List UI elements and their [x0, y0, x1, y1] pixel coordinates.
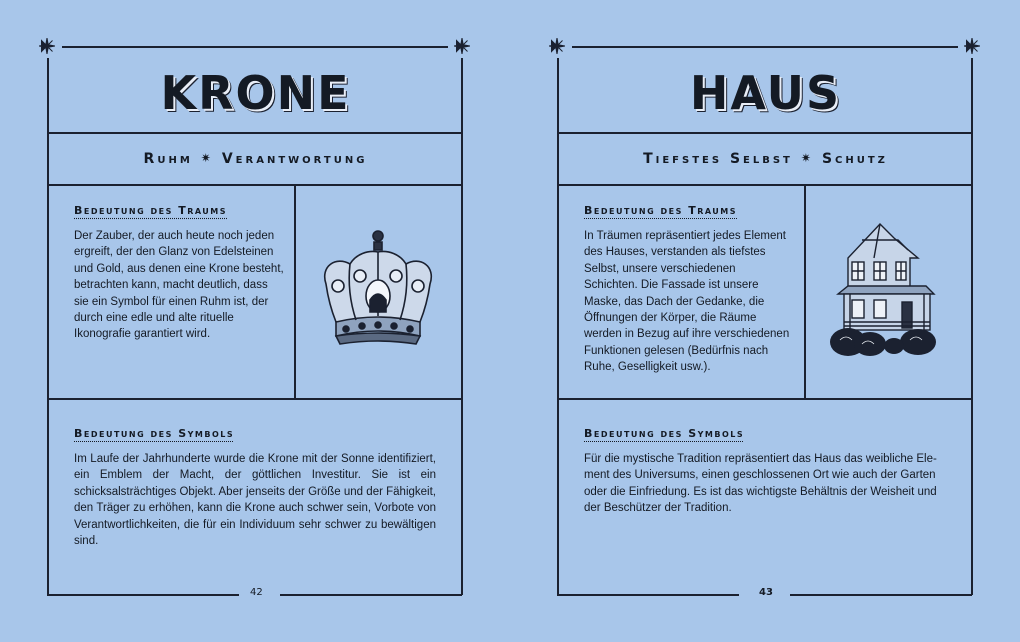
page-number: 43 — [759, 587, 773, 598]
star-icon — [454, 38, 470, 54]
subtitle-keyword: Tiefstes Selbst — [643, 151, 793, 167]
divider — [557, 132, 972, 134]
divider — [47, 132, 462, 134]
dream-text: Der Zauber, der auch heute noch jeden ergreift, der den Glanz von Edelsteinen und Gold, aus denen eine Krone besteht, betrachten kann, macht deutlich, dass sie ein Symbol für einen Ruhm ist, der durch eine edle und alte rituelle Ikonografie garantiert wird. — [74, 230, 284, 341]
divider — [47, 398, 462, 400]
crown-illustration — [316, 226, 440, 350]
house-illustration — [822, 218, 952, 366]
dream-text: In Träumen repräsentiert jedes Element des Hauses, verstanden als tiefstes Selbst, unsere verschiedenen Schichten. Die Fassade ist unsere Maske, das Dach der Gedanke, die Öffnungen der Körper, die Räume werden in Bezug auf ihre verschiedenen Funktionen gelesen (Bedürfnis nach Ruhe, Geselligkeit usw.). — [584, 230, 790, 374]
subtitle — [558, 140, 973, 176]
sparkle-icon: ✷ — [200, 151, 214, 165]
bottom-rule-right — [280, 594, 462, 596]
subtitle — [48, 140, 463, 176]
top-rule — [62, 46, 448, 48]
symbol-heading: Bedeutung des Symbols — [74, 427, 235, 440]
bottom-rule-right — [790, 594, 972, 596]
right-page — [548, 0, 1018, 642]
star-icon — [39, 38, 55, 54]
star-icon — [549, 38, 565, 54]
left-page — [38, 0, 508, 642]
divider — [557, 398, 972, 400]
frame-left — [47, 58, 49, 595]
symbol-text: Im Laufe der Jahrhunderte wurde die Krone mit der Sonne identifiziert, ein Emblem der Macht, der göttlichen Investitur. Sie ist ein schicksalsträchtiges Objekt. Aber jenseits der Größe und der Fähigkeit, den Träger zu erhöhen, kann die Krone auch schwer sein, Vorbote von Verantwortlichkeiten, die für ein Individuum sehr schwer zu bewältigen sind. — [74, 453, 436, 548]
subtitle-keyword: Verantwortung — [221, 151, 368, 167]
sparkle-icon: ✷ — [800, 151, 814, 165]
dream-heading: Bedeutung des Traums — [584, 204, 738, 217]
column-divider — [294, 184, 296, 399]
divider — [557, 184, 972, 186]
page-number: 42 — [250, 587, 263, 598]
frame-left — [557, 58, 559, 595]
divider — [47, 184, 462, 186]
subtitle-keyword: Ruhm — [143, 151, 193, 167]
top-rule — [572, 46, 958, 48]
star-icon — [964, 38, 980, 54]
dream-heading: Bedeutung des Traums — [74, 204, 228, 217]
symbol-heading: Bedeutung des Symbols — [584, 427, 745, 440]
bottom-rule-left — [47, 594, 239, 596]
column-divider — [804, 184, 806, 399]
frame-right — [461, 58, 463, 595]
bottom-rule-left — [557, 594, 739, 596]
symbol-text: Für die mystische Tradition repräsentiert das Haus das weibliche Element des Universums, einen geschlossenen Ort wie auch der Garten oder die Einfriedung. Es ist das wichtigste Behältnis der Weisheit und der Beschützer der Tradition. — [584, 453, 937, 515]
page-title: KRONE — [160, 66, 351, 120]
page-title: HAUS — [689, 66, 842, 120]
subtitle-keyword: Schutz — [821, 151, 888, 167]
frame-right — [971, 58, 973, 595]
